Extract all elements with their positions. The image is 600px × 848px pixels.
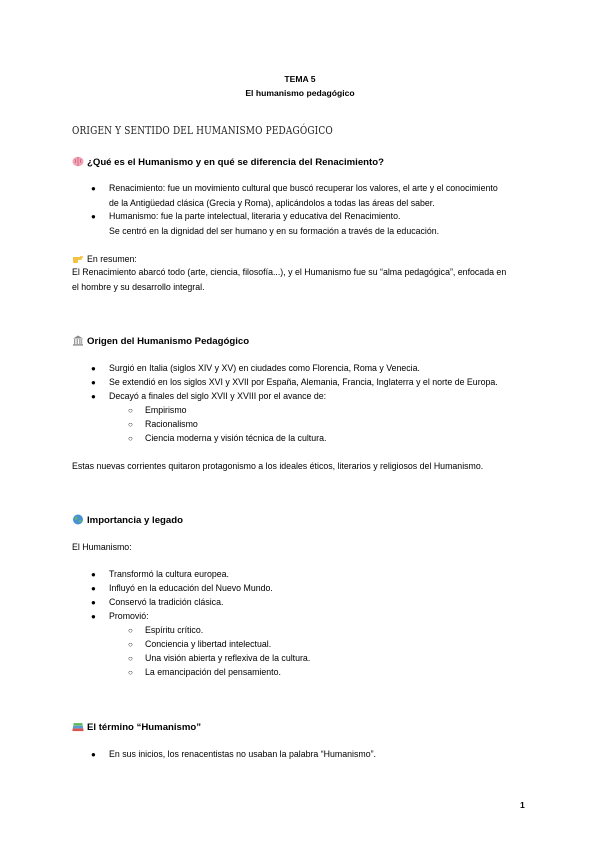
- sub-bullet-circle: ○: [128, 420, 133, 429]
- q1-item-1-line-1: Renacimiento: fue un movimiento cultural que buscó recuperar los valores, el arte y el conocimiento: [109, 183, 498, 193]
- sub-bullet-circle: ○: [128, 640, 133, 649]
- doc-tema: TEMA 5: [284, 74, 316, 84]
- bullet-dot: ●: [91, 378, 96, 387]
- books-icon: [72, 721, 84, 732]
- classical-building-icon: [72, 335, 84, 346]
- origen-item-3: Decayó a finales del siglo XVII y XVIII por el avance de:: [109, 391, 327, 401]
- bullet-dot: ●: [91, 598, 96, 607]
- importancia-subitem-3: Una visión abierta y reflexiva de la cultura.: [145, 653, 311, 663]
- page-number: 1: [520, 800, 525, 810]
- importancia-heading-text: Importancia y legado: [87, 515, 183, 526]
- importancia-intro: El Humanismo:: [72, 542, 132, 552]
- doc-subtitle: El humanismo pedagógico: [245, 88, 355, 98]
- sub-bullet-circle: ○: [128, 406, 133, 415]
- importancia-item-4: Promovió:: [109, 611, 149, 621]
- q1-item-2-line-2: Se centró en la dignidad del ser humano y en su formación a través de la educación.: [109, 226, 440, 236]
- pointing-hand-icon: [72, 253, 84, 264]
- bullet-dot: ●: [91, 584, 96, 593]
- termino-heading-text: El término “Humanismo”: [87, 722, 202, 733]
- summary-line-2: el hombre y su desarrollo integral.: [72, 282, 205, 292]
- bullet-dot: ●: [91, 212, 96, 221]
- importancia-subitem-4: La emancipación del pensamiento.: [145, 667, 281, 677]
- summary-label: [72, 253, 137, 264]
- q1-heading-text: ¿Qué es el Humanismo y en qué se diferencia del Renacimiento?: [87, 157, 384, 168]
- origen-closing: Estas nuevas corrientes quitaron protagonismo a los ideales éticos, literarios y religiosos del Humanismo.: [72, 461, 484, 471]
- summary-label-text: En resumen:: [87, 254, 137, 264]
- origen-heading: [72, 335, 249, 347]
- sub-bullet-circle: ○: [128, 654, 133, 663]
- importancia-subitem-1: Espíritu crítico.: [145, 625, 204, 635]
- importancia-item-3: Conservó la tradición clásica.: [109, 597, 224, 607]
- bullet-dot: ●: [91, 750, 96, 759]
- bullet-dot: ●: [91, 392, 96, 401]
- sub-bullet-circle: ○: [128, 668, 133, 677]
- section-title: ORIGEN Y SENTIDO DEL HUMANISMO PEDAGÓGICO: [72, 123, 333, 137]
- bullet-dot: ●: [91, 184, 96, 193]
- sub-bullet-circle: ○: [128, 626, 133, 635]
- bullet-dot: ●: [91, 570, 96, 579]
- brain-icon: [72, 156, 84, 167]
- sub-bullet-circle: ○: [128, 434, 133, 443]
- importancia-heading: [72, 514, 183, 526]
- termino-item-1: En sus inicios, los renacentistas no usaban la palabra “Humanismo”.: [109, 749, 376, 759]
- origen-item-1: Surgió en Italia (siglos XIV y XV) en ciudades como Florencia, Roma y Venecia.: [109, 363, 420, 373]
- bullet-dot: ●: [91, 612, 96, 621]
- bullet-dot: ●: [91, 364, 96, 373]
- importancia-subitem-2: Conciencia y libertad intelectual.: [145, 639, 272, 649]
- importancia-item-2: Influyó en la educación del Nuevo Mundo.: [109, 583, 273, 593]
- globe-icon: [72, 514, 84, 525]
- origen-item-2: Se extendió en los siglos XVI y XVII por España, Alemania, Francia, Inglaterra y el norte de Europa.: [109, 377, 498, 387]
- summary-line-1: El Renacimiento abarcó todo (arte, ciencia, filosofía...), y el Humanismo fue su “alma pedagógica”, enfocada en: [72, 267, 507, 277]
- q1-heading: [72, 156, 384, 168]
- origen-subitem-1: Empirismo: [145, 405, 187, 415]
- origen-heading-text: Origen del Humanismo Pedagógico: [87, 336, 250, 347]
- q1-item-2-line-1: Humanismo: fue la parte intelectual, literaria y educativa del Renacimiento.: [109, 211, 401, 221]
- origen-subitem-2: Racionalismo: [145, 419, 198, 429]
- termino-heading: [72, 721, 201, 733]
- importancia-item-1: Transformó la cultura europea.: [109, 569, 229, 579]
- origen-subitem-3: Ciencia moderna y visión técnica de la cultura.: [145, 433, 327, 443]
- q1-item-1-line-2: de la Antigüedad clásica (Grecia y Roma), aplicándolos a todas las áreas del saber.: [109, 198, 435, 208]
